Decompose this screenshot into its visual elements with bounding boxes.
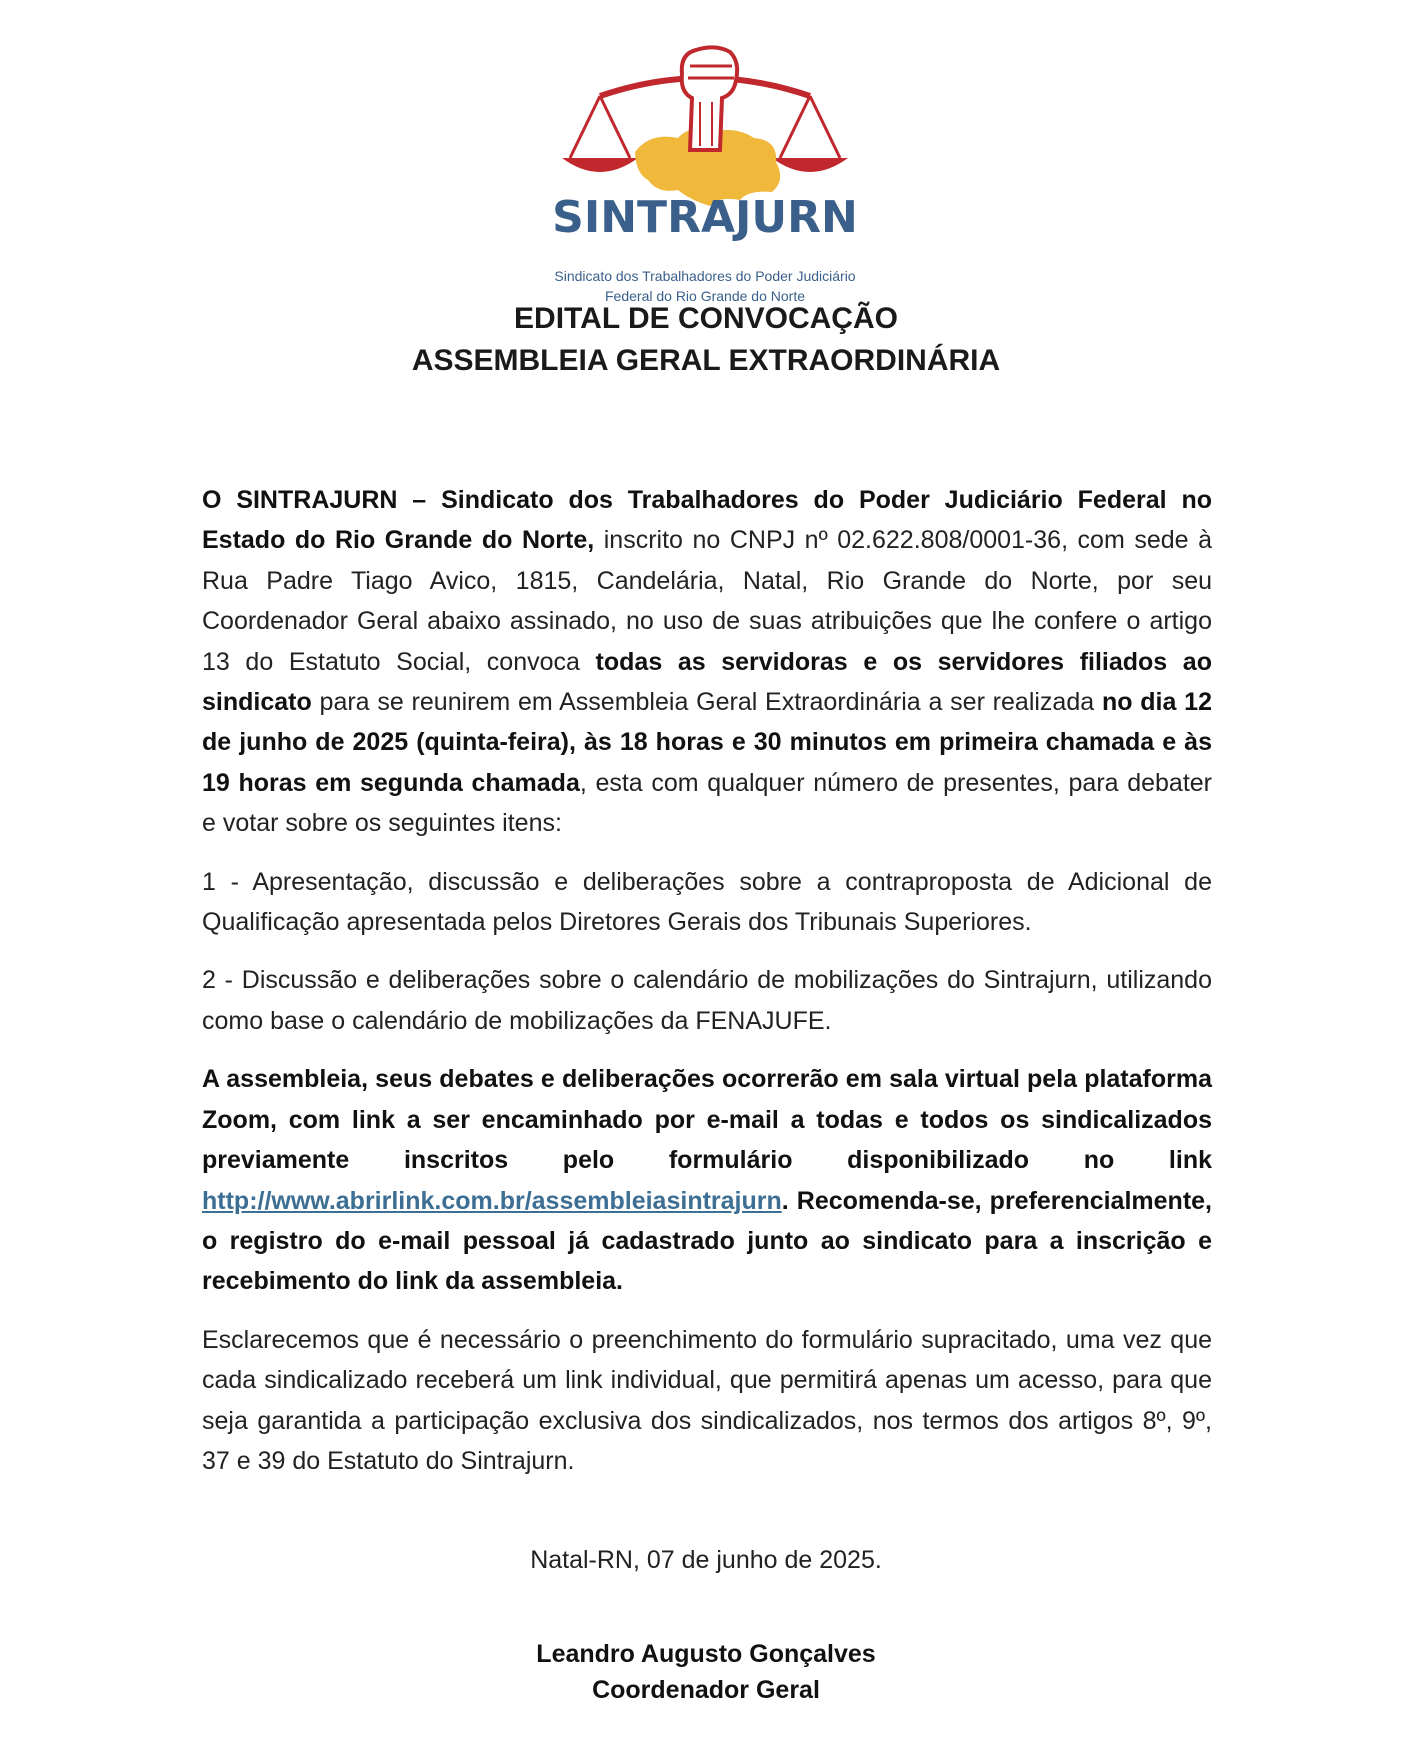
union-identification: O SINTRAJURN – Sindicato dos Trabalhadores do Poder Judiciário Federal no Estado do Rio Grande do Norte, xyxy=(202,486,1212,555)
document-subtitle: ASSEMBLEIA GERAL EXTRAORDINÁRIA xyxy=(411,344,1001,377)
text-segment: para se reunirem em Assembleia Geral Extraordinária a ser realizada xyxy=(311,688,1102,717)
virtual-meeting-paragraph xyxy=(202,1059,1212,1301)
convocation-paragraph xyxy=(202,480,1212,844)
text-segment: , esta com qualquer número de presentes, para debater e votar sobre os seguintes itens: xyxy=(202,768,1212,838)
logo-subtitle-line2: Federal do Rio Grande do Norte xyxy=(605,288,805,304)
scales-fist-map-emblem xyxy=(540,40,870,210)
document-title: EDITAL DE CONVOCAÇÃO xyxy=(514,302,898,335)
logo-subtitle-line1: Sindicato dos Trabalhadores do Poder Judiciário xyxy=(554,268,856,284)
agenda-item-1: 1 - Apresentação, discussão e deliberações sobre a contraproposta de Adicional de Qualificação apresentada pelos Diretores Gerais dos Tribunais Superiores. xyxy=(202,867,1212,937)
meeting-date-time: no dia 12 de junho de 2025 (quinta-feira), às 18 horas e 30 minutos em primeira chamada e às 19 horas em segunda chamada xyxy=(202,688,1212,797)
logo-wordmark: SINTRAJURN xyxy=(552,192,858,243)
text-segment: inscrito no CNPJ nº 02.622.808/0001-36, com sede à Rua Padre Tiago Avico, 1815, Candelária, Natal, Rio Grande do Norte, por seu Coordenador Geral abaixo assinado, no uso de suas atribuições que lhe confere o artigo 13 do Estatuto Social, convoca xyxy=(202,526,1212,676)
place-and-date: Natal-RN, 07 de junho de 2025. xyxy=(530,1546,882,1574)
clarification-paragraph: Esclarecemos que é necessário o preenchimento do formulário supracitado, uma vez que cada sindicalizado receberá um link individual, que permitirá apenas um acesso, para que seja garantida a participação exclusiva dos sindicalizados, nos termos dos artigos 8º, 9º, 37 e 39 do Estatuto do Sintrajurn. xyxy=(202,1325,1212,1475)
signatory-role: Coordenador Geral xyxy=(592,1676,820,1704)
agenda-item-2: 2 - Discussão e deliberações sobre o calendário de mobilizações do Sintrajurn, utilizando como base o calendário de mobilizações da FENAJUFE. xyxy=(202,966,1212,1035)
signatory-name: Leandro Augusto Gonçalves xyxy=(536,1640,876,1668)
document-body xyxy=(202,480,1212,1499)
recommendation-text: . Recomenda-se, preferencialmente, o registro do e-mail pessoal já cadastrado junto ao sindicato para a inscrição e recebimento do link da assembleia. xyxy=(202,1186,1212,1296)
union-logo xyxy=(540,40,870,304)
virtual-meeting-text: A assembleia, seus debates e deliberações ocorrerão em sala virtual pela plataforma Zoom, com link a ser encaminhado por e-mail a todas e todos os sindicalizados previamente inscritos pelo formulário disponibilizado no link xyxy=(202,1065,1212,1175)
registration-link[interactable]: http://www.abrirlink.com.br/assembleiasintrajurn xyxy=(202,1186,782,1215)
convened-members: todas as servidoras e os servidores filiados ao sindicato xyxy=(202,647,1212,717)
